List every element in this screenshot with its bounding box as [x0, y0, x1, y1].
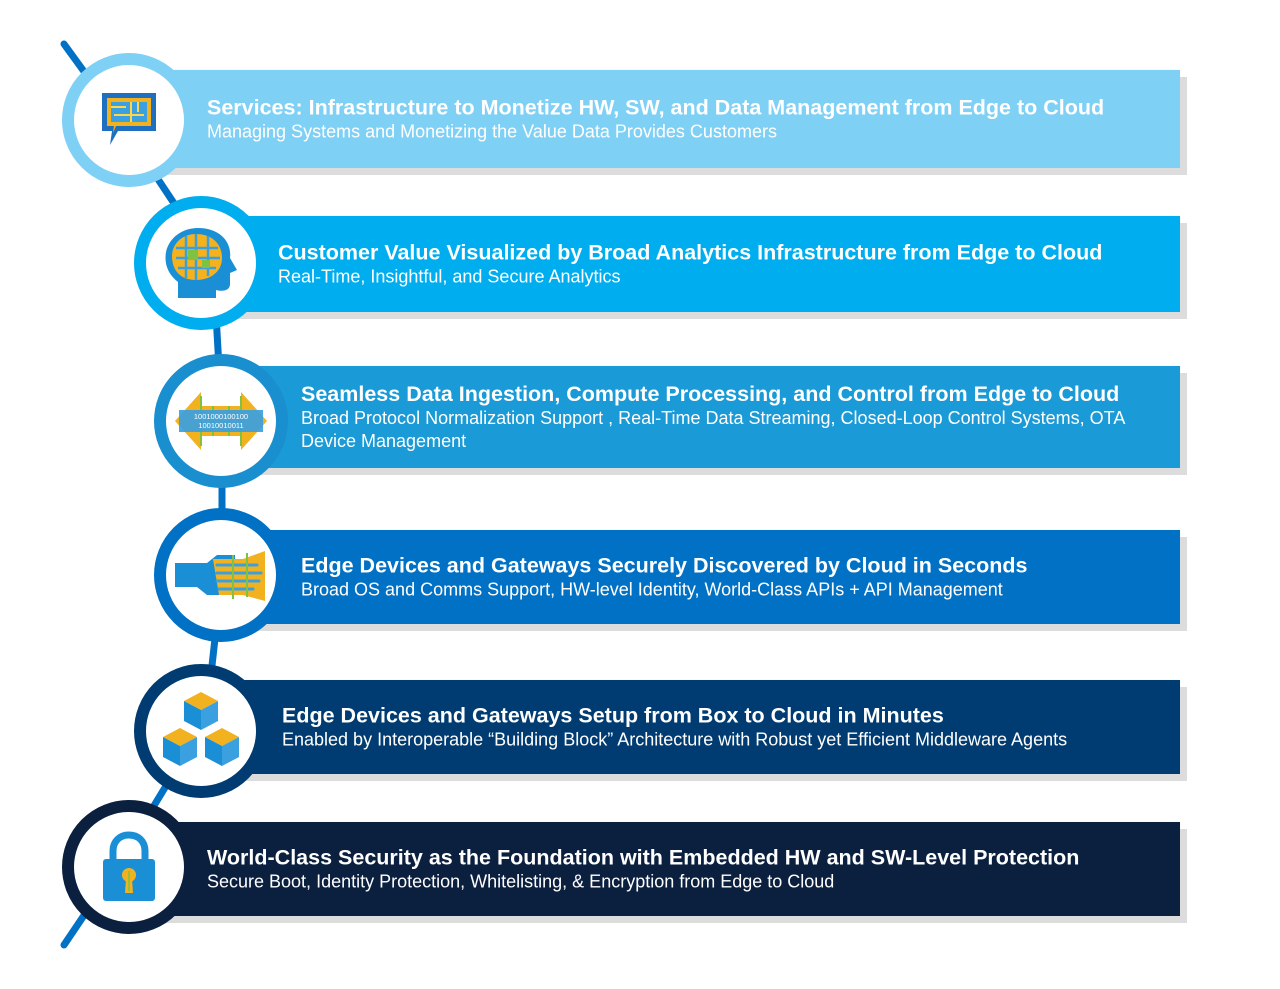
layer-title: World-Class Security as the Foundation with Embedded HW and SW-Level Protection	[207, 845, 1080, 870]
layer-subtitle: Broad OS and Comms Support, HW-level Identity, World-Class APIs + API Management	[301, 579, 1003, 600]
layer-badge-setup	[134, 664, 268, 798]
building-blocks-icon	[158, 688, 244, 774]
layer-subtitle: Enabled by Interoperable “Building Block” Architecture with Robust yet Efficient Middleware Agents	[282, 729, 1068, 750]
layer-badge-discovery	[154, 508, 288, 642]
layer-badge-security	[62, 800, 196, 934]
layer-title: Customer Value Visualized by Broad Analytics Infrastructure from Edge to Cloud	[278, 240, 1103, 265]
layer-badge-data-ingestion	[154, 354, 288, 488]
layer-setup	[214, 680, 1180, 774]
layer-title: Edge Devices and Gateways Setup from Box to Cloud in Minutes	[282, 703, 944, 728]
layer-security	[150, 822, 1180, 916]
layer-title: Services: Infrastructure to Monetize HW, SW, and Data Management from Edge to Cloud	[207, 95, 1105, 120]
layer-subtitle: Real-Time, Insightful, and Secure Analytics	[278, 266, 621, 287]
speech-bubble-icon	[96, 87, 162, 153]
bidirectional-arrow-icon	[173, 388, 269, 454]
layer-analytics	[214, 216, 1180, 312]
layer-services	[150, 70, 1180, 168]
handshake-icon	[173, 545, 269, 605]
layer-title: Edge Devices and Gateways Securely Discovered by Cloud in Seconds	[301, 553, 1028, 578]
layer-discovery	[224, 530, 1180, 624]
layer-subtitle: Managing Systems and Monetizing the Value Data Provides Customers	[207, 121, 777, 142]
layer-subtitle: Secure Boot, Identity Protection, Whitelisting, & Encryption from Edge to Cloud	[207, 871, 835, 892]
head-circuit-icon	[162, 226, 240, 300]
binary-text-line-1: 1001000100100	[193, 412, 249, 421]
layer-badge-analytics	[134, 196, 268, 330]
binary-text-line-2: 10010010011	[198, 421, 244, 430]
layer-subtitle: Broad Protocol Normalization Support , Real-Time Data Streaming, Closed-Loop Control Systems, OTA Device Management	[301, 408, 1125, 451]
layer-title: Seamless Data Ingestion, Compute Processing, and Control from Edge to Cloud	[301, 382, 1120, 406]
layer-data-ingestion	[224, 366, 1180, 468]
layer-badge-services	[62, 53, 196, 187]
padlock-icon	[99, 829, 159, 905]
